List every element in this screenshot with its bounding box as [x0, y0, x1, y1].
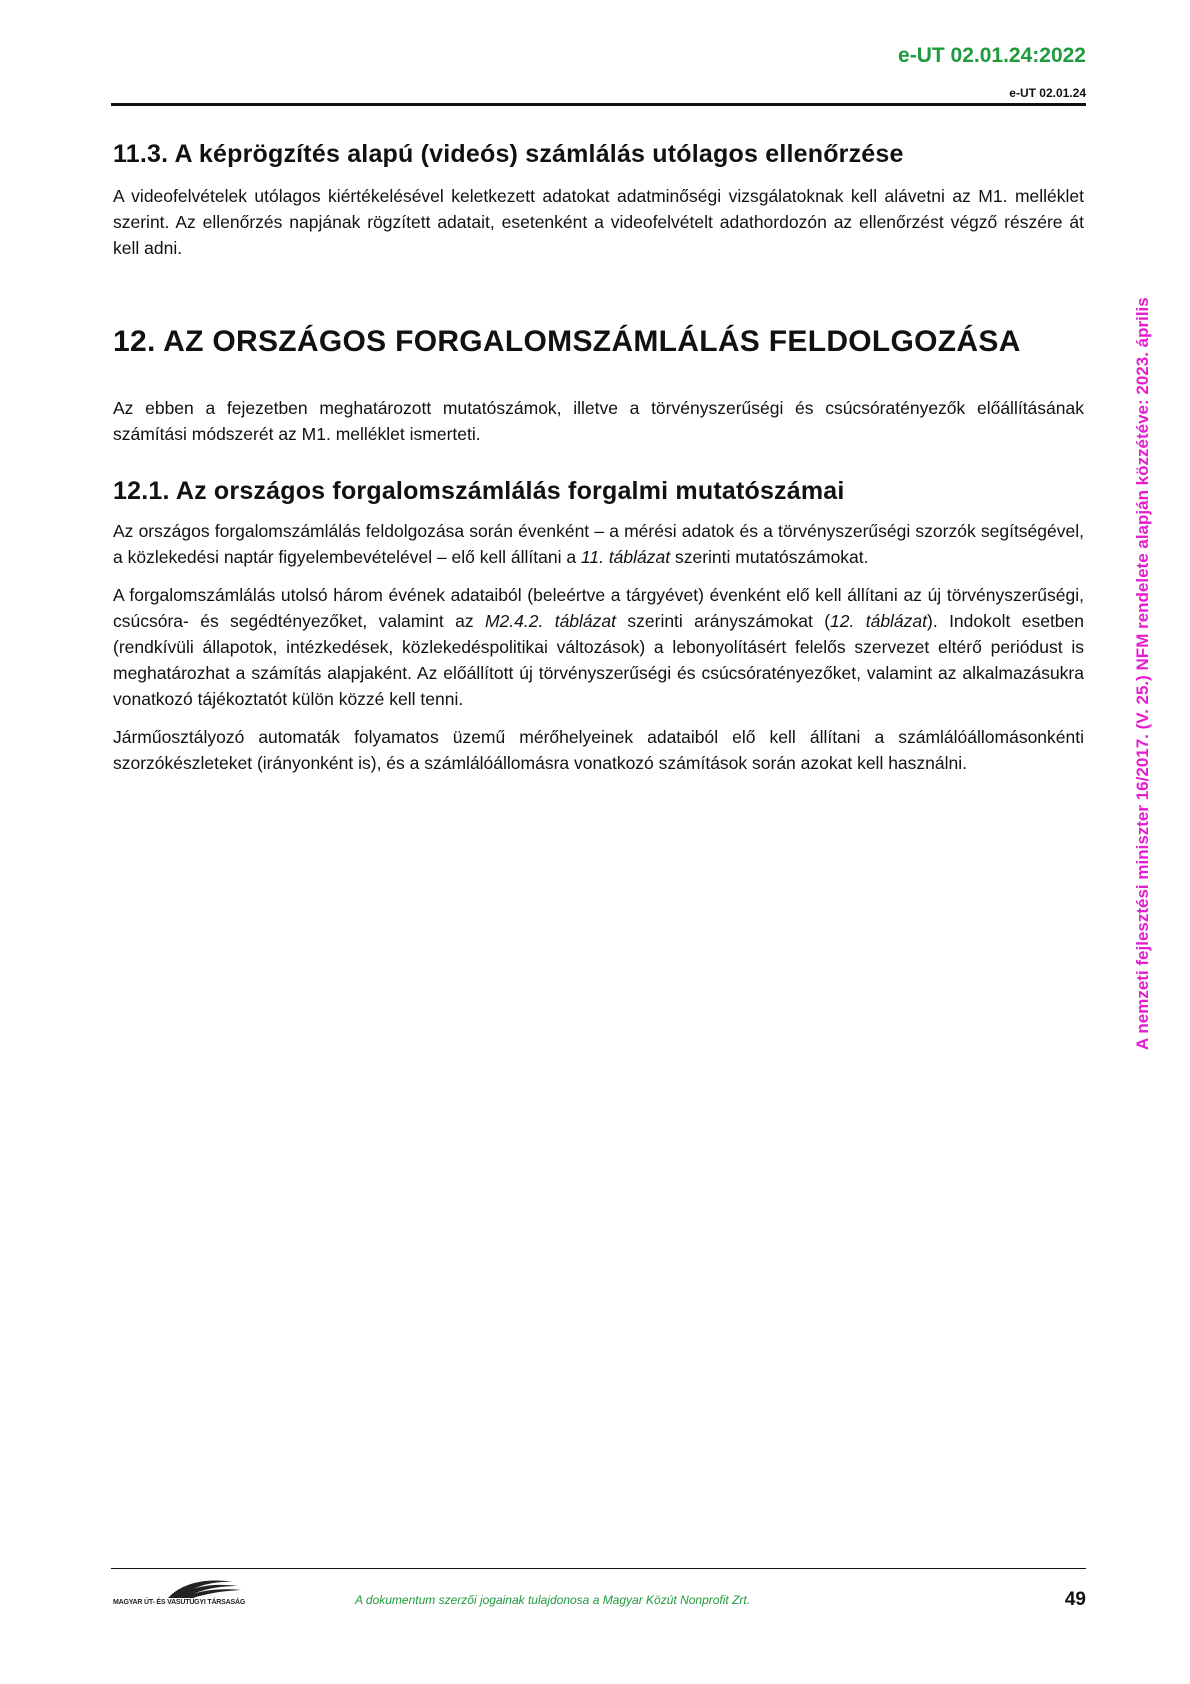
table-m2-4-2-reference: M2.4.2. táblázat [484, 611, 617, 631]
page-content [113, 140, 1084, 788]
section-12-1-paragraph-1 [113, 518, 1084, 570]
section-12-1-paragraph-2 [113, 582, 1084, 712]
logo-text: MAGYAR ÚT- ÉS VASÚTÜGYI TÁRSASÁG [113, 1599, 246, 1606]
footer-rule [111, 1568, 1086, 1569]
p2-text-a: A forgalomszámlálás utolsó három évének adataiból (beleértve a tárgyévet) évenként elő kell állítani az új törvényszerűségi, csúcsóra- és segédtényezőket, valamint az [113, 585, 1084, 631]
section-12-1-paragraph-3: Járműosztályozó automaták folyamatos üzemű mérőhelyeinek adataiból elő kell állítani a számlálóállomásonkénti szorzókészleteket (irányonként is), és a számlálóállomásra vonatkozó számítások során azokat kell használni. [113, 727, 1084, 773]
header-rule [111, 103, 1086, 106]
p1-text-a: Az országos forgalomszámlálás feldolgozása során évenként – a mérési adatok és a törvényszerűségi szorzók segítségével, a közlekedési naptár figyelembevételével – elő kell állítani a [113, 521, 1084, 567]
chapter-12-heading: 12. AZ ORSZÁGOS FORGALOMSZÁMLÁLÁS FELDOLGOZÁSA [113, 325, 1021, 358]
section-11-3-paragraph: A videofelvételek utólagos kiértékelésével keletkezett adatokat adatminőségi vizsgálatoknak kell alávetni az M1. melléklet szerint. Az ellenőrzés napjának rögzített adatait, esetenként a videofelvételt adathordozón az ellenőrzést végző részére át kell adni. [113, 186, 1084, 258]
road-swoosh-icon [113, 1576, 263, 1600]
publication-side-note: A nemzeti fejlesztési miniszter 16/2017. (V. 25.) NFM rendelete alapján közzétéve: 2023. április [1133, 297, 1152, 1050]
p2-text-c: ). Indokolt esetben (rendkívüli állapotok, intézkedések, közlekedéspolitikai változások) a lebonyolításért felelős szervezet eltérő periódust is meghatározhat a számítás alapjaként. Az előállított új törvényszerűségi és csúcsóratényezőket, valamint az alkalmazásukra vonatkozó tájékoztatót külön közzé kell tenni. [113, 611, 1084, 709]
section-11-3-heading: 11.3. A képrögzítés alapú (videós) számlálás utólagos ellenőrzése [113, 140, 904, 168]
section-12-1-heading: 12.1. Az országos forgalomszámlálás forgalmi mutatószámai [113, 477, 845, 505]
page-number: 49 [1064, 1589, 1086, 1610]
table-12-reference: 12. táblázat [830, 611, 928, 631]
document-code: e-UT 02.01.24:2022 [898, 44, 1086, 67]
table-11-reference: 11. táblázat [580, 547, 671, 567]
publisher-logo [113, 1576, 263, 1608]
p2-text-b: szerinti arányszámokat ( [616, 611, 831, 631]
document-subcode: e-UT 02.01.24 [1009, 86, 1086, 100]
p1-text-b: szerinti mutatószámokat. [670, 547, 869, 567]
chapter-12-paragraph: Az ebben a fejezetben meghatározott mutatószámok, illetve a törvényszerűségi és csúcsóratényezők előállításának számítási módszerét az M1. melléklet ismerteti. [113, 398, 1084, 444]
copyright-notice: A dokumentum szerzői jogainak tulajdonosa a Magyar Közút Nonprofit Zrt. [355, 1593, 751, 1607]
